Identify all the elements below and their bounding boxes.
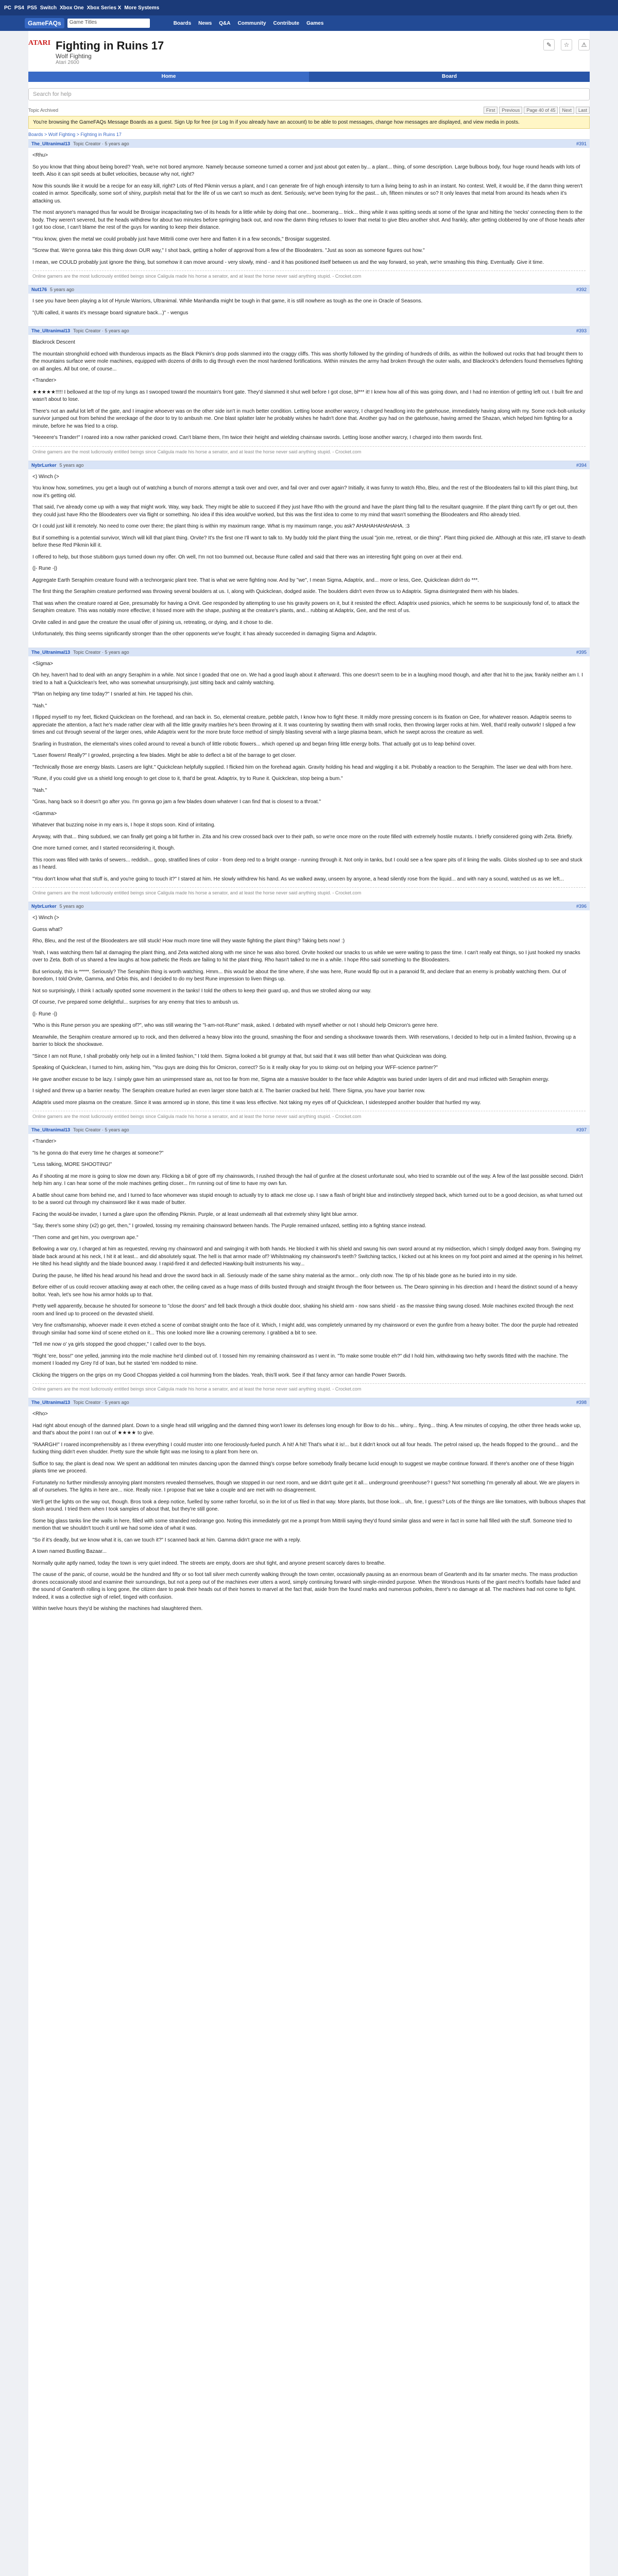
post-paragraph: Aggregate Earth Seraphim creature found with a technorganic plant tree. That is what we were fighting now. And by "we", I mean Sigma, Adaptrix, and... more or less, Gee, Quickclean didn't do ***.: [32, 577, 479, 583]
post-meta: 5 years ago: [59, 462, 84, 468]
guest-notice: You're browsing the GameFAQs Message Boards as a guest. Sign Up for free (or Log In if you already have an account) to be able to post messages, change how messages are displayed, and view media in posts.: [28, 116, 590, 129]
nav-boards[interactable]: Boards: [173, 20, 192, 26]
post-paragraph: "Less talking, MORE SHOOTING!": [32, 1162, 112, 1168]
post-list: [28, 139, 590, 1622]
post-author[interactable]: The_Ultranimal13: [31, 328, 71, 334]
post-paragraph: I flipped myself to my feet, flicked Quickclean on the forehead, and ran back in. So, elemental creature, pebble patch, I know how to fight these. It mildly more pressing concern is its fixation on Gee, for whatever reason. Adaptrix seems to appreciate the attention, a fact he's made rather clear with all the little gravity marbles he's been throwing at it. It was countering by swatting them with small rocks, then throwing larger rocks at him. Well, that'd really outwork! I slipped a few times and cut through several of the larger ones, while Adaptrix went for the more brute force method of simply blasting several with a large plasma beam, which he swept across the creature as well.: [32, 715, 576, 736]
post-paragraph: "Plan on helping any time today?" I snarled at him. He tapped his chin.: [32, 691, 193, 698]
platform-link-ps4[interactable]: PS4: [14, 5, 24, 11]
nav-qa[interactable]: Q&A: [219, 20, 231, 26]
post-paragraph: Not so surprisingly, I think I actually spotted some movement in the tanks! I told the others to keep their guard up, and thus we strolled along our way.: [32, 988, 372, 994]
post-paragraph: Very fine craftsmanship, whoever made it even etched a scene of combat straight onto the face of it. Which, I might add, was completely unmarred by my chainsword or even the gunfire from a heavy bolter. The door the purple had retreated through similar had some kind of scene etched on it... This one looked more like a crowning ceremony. I grabbed a bit to see.: [32, 1323, 578, 1336]
forum-post: [28, 1398, 590, 1622]
post-header: [28, 902, 590, 910]
page-previous[interactable]: Previous: [499, 107, 522, 114]
tab-board[interactable]: Board: [309, 72, 590, 82]
post-paragraph: Whatever that buzzing noise in my ears is, I hope it stops soon. Kind of irritating.: [32, 822, 216, 828]
post-author[interactable]: Nut176: [31, 287, 47, 293]
post-paragraph: "Nah.": [32, 787, 47, 793]
post-paragraph: A battle shout came from behind me, and I turned to face whomever was stupid enough to actually try to attack me close up. I saw a flash of bright blue and instinctively stepped back, which turned out to be a good decision, as what turned out to be a sword cut through my chainsword like it was made of butter.: [32, 1192, 582, 1206]
board-title: Fighting in Ruins 17: [56, 39, 164, 52]
post-paragraph: "(Ulti called, it wants it's message board signature back...)" - wengus: [32, 310, 188, 316]
post-paragraph: "Laser flowers! Really?" I growled, projecting a few blades. Might be able to deflect a bit of the barrage to get closer.: [32, 753, 296, 759]
post-paragraph: <Sigma>: [32, 660, 54, 667]
post-paragraph: There's not an awful lot left of the gate, and I imagine whoever was on the other side isn't in much better condition. Letting loose another warcry, I charged headlong into the gatehouse, immediately having along with my. Some rock-bolt-unlucky survivor jumped out from behind the wreckage of the door to try to ambush me. One blast splatter later he probably wishes he hadn't done that. Another guy had on the gatehouse, having armed the Shazan, which helped him fighting for a minute, before he was fried to a crisp.: [32, 408, 586, 429]
board-search-input[interactable]: Search for help: [28, 88, 590, 100]
post-signature: Online gamers are the most ludicrously entitled beings since Caligula made his horse a senator, and at least the horse never said anything stupid. - Crocket.com: [32, 1111, 586, 1120]
post-meta: Topic Creator · 5 years ago: [73, 649, 129, 655]
more-systems-menu[interactable]: More Systems: [124, 5, 160, 11]
post-paragraph: <Gamma>: [32, 810, 57, 817]
post-body: [28, 294, 590, 326]
post-paragraph: <) Winch (>: [32, 915, 59, 921]
post-meta: Topic Creator · 5 years ago: [73, 1127, 129, 1133]
page-next[interactable]: Next: [559, 107, 574, 114]
post-paragraph: "RAARGH!" I roared incomprehensibly as I threw everything I could muster into one ferociously-fueled punch. A hit! A hit! That's what it is!... but it didn't knock out all four heads. The petrol raised up, the heads flopped to the ground... and the fucking thing didn't even shudder. Pretty sure the whole fight was me losing to a plant from here on.: [32, 1442, 578, 1455]
post-paragraph: "Heeeere's Trander!" I roared into a now rather panicked crowd. Can't blame them, I'm twice their height and wielding chainsaw swords. Letting loose another warcry, I charged into them swords first.: [32, 435, 483, 441]
nav-community[interactable]: Community: [237, 20, 266, 26]
game-platform: Atari 2600: [56, 60, 79, 65]
post-paragraph: Had right about enough of the damned plant. Down to a single head still wriggling and the damned thing won't lower its defenses long enough for Bow to do his... whiny... flying... thing. A few minutes of copying, the other three heads woke up, and that's about the point I ran out of ★★★★ to give.: [32, 1422, 581, 1436]
post-paragraph: Guess what?: [32, 926, 63, 933]
post-header: [28, 461, 590, 469]
post-paragraph: (|- Rune -|): [32, 1011, 57, 1017]
post-header: [28, 648, 590, 656]
post-paragraph: This room was filled with tanks of sewers... reddish... goop, stratified lines of color - from deep red to a bright orange - running through it. Not only in tanks, but I could see a few spare pits of it lining the walls. Globs sloshed up to see and stuck as I heard.: [32, 857, 582, 871]
post-paragraph: Pretty well apparently, because he shouted for someone to "close the doors" and fell back through a thick double door, shaking his shield arm - now sans shield - as the massive thing swung closed. Mole machines excited through the next room and lined up to proceed on the devasted shield.: [32, 1303, 574, 1317]
post-header: [28, 1398, 590, 1406]
post-paragraph: We'll get the lights on the way out, though. Bros took a deep notice, fuelled by some rather forceful, so in the lot of us filed in that way. More plants, but those look... uh, fine, I guess? Lots of the things are like tomatoes, with bulbous shapes that slosh around. I tried them when I took samples of about that, but they're still gone.: [32, 1499, 586, 1513]
site-topbar: [0, 0, 618, 15]
bell-icon[interactable]: ⚠: [578, 39, 590, 50]
post-paragraph: "Nah.": [32, 703, 47, 709]
post-paragraph: "Who is this Rune person you are speaking of?", who was still wearing the "I-am-not-Rune" mask, asked. I debated with myself whether or not I should help Omicron's genre here.: [32, 1023, 439, 1029]
post-paragraph: Unfortunately, this thing seems significantly stronger than the other opponents we've fought; it has already succeeded in damaging Sigma and Adaptrix.: [32, 631, 377, 637]
page-select[interactable]: Page 40 of 45: [524, 107, 558, 114]
post-paragraph: During the pause, he lifted his head around his head and drove the sword back in all. Seriously made of the same shiny material as the armor... only cloth now. The tip of his blade gone as he buried into in my side.: [32, 1273, 517, 1279]
post-paragraph: "You know, given the metal we could probably just have Mittrili come over here and flatten it in a few seconds," Brosigar suggested.: [32, 236, 331, 242]
post-paragraph: The first thing the Seraphim creature performed was throwing several boulders at us. I, along with Quickclean, dodged aside. The boulders didn't even throw us to Adaptrix. Sigma disintegrated them with his blades.: [32, 589, 519, 595]
post-paragraph: "So if it's deadly, but we know what it is, can we touch it?" I scanned back at him. Gamma didn't grace me with a reply.: [32, 1537, 301, 1543]
star-icon[interactable]: ☆: [561, 39, 572, 50]
post-paragraph: Now this sounds like it would be a recipe for an easy kill, right? Lots of Red Pikmin versus a plant, and I can generate fire of high enough intensity to turn a living being to ash in an instant. No contest. Well, it would be, if the damn thing weren't coated in armor. Specifically, some sort of shiny, purplish metal that for the life of us we can't so much as dent. Seriously, we've been trying for the past... uh, fifteen minutes or so? It only leaves that metal from around its heads when it's attacking us.: [32, 183, 582, 204]
game-name[interactable]: Wolf Fighting: [56, 53, 92, 60]
post-signature: Online gamers are the most ludicrously entitled beings since Caligula made his horse a senator, and at least the horse never said anything stupid. - Crocket.com: [32, 1383, 586, 1393]
topic-status: Topic Archived: [28, 108, 59, 113]
post-signature: Online gamers are the most ludicrously entitled beings since Caligula made his horse a senator, and at least the horse never said anything stupid. - Crocket.com: [32, 446, 586, 455]
post-paragraph: "Right 'ere, boss!" one yelled, jamming into the mole machine he'd climbed out of. I tossed him my remaining chainsword as I went in. "To make some trouble eh?" did I hold him, withdrawing two hefty swords fitted with the machine. The moment I loaded my Grey I'd of Ixan, but he started 'em nodded to mine.: [32, 1353, 569, 1367]
post-paragraph: Blackrock Descent: [32, 340, 75, 346]
site-logo[interactable]: GameFAQs: [25, 18, 64, 28]
forum-post: [28, 461, 590, 648]
platform-link-switch[interactable]: Switch: [40, 5, 57, 11]
post-paragraph: Anyway, with that... thing subdued, we can finally get going a bit further in. Zita and his crew crossed back over to their path, so we're once more on the route filled with extremely hostile mutants. I briefly considered going with Zeta. Briefly.: [32, 834, 573, 840]
post-paragraph: "Is he gonna do that every time he charges at someone?": [32, 1150, 164, 1156]
platform-link-xbox-one[interactable]: Xbox One: [59, 5, 84, 11]
post-body: [28, 469, 590, 648]
post-paragraph: "Screw that. We're gonna take this thing down OUR way," I shot back, getting a holler of approval from a few of the Bloodeaters. "Just as soon as someone figures out how.": [32, 248, 425, 253]
post-paragraph: One more turned corner, and I started reconsidering it, though.: [32, 845, 175, 852]
post-paragraph: <) Winch (>: [32, 473, 59, 480]
post-body: [28, 148, 590, 285]
post-paragraph: Meanwhile, the Seraphim creature armored up to rock, and then delivered a heavy blow into the ground, smashing the floor and sending a shockwave towards them. With reservations, I decided to help out in a limited fashion, throwing up a barrier to block the shockwave.: [32, 1034, 576, 1048]
post-paragraph: The most anyone's managed thus far would be Brosigar incapacitating two of its heads for a little while by doing that one... boomerang... trick... thing while it was spitting seeds at some of the Ignar and hitting the 'necks' connecting them to the body. They weren't severed, but the heads withdrew for about two minutes before springing back out, and now the damn thing refuses to lower that metal to give Bleu another shot. And frankly, after getting clobbered by one of those heads after I got too close, I can't blame the rest of the guys for wanting to keep their distance.: [32, 210, 585, 230]
post-body: [28, 656, 590, 902]
post-meta: 5 years ago: [50, 287, 75, 293]
post-paragraph: Within twelve hours they'd be wishing the machines had slaughtered them.: [32, 1606, 203, 1612]
post-paragraph: That said, I've already come up with a way that might work. Way, way back. They might be able to succeed if they just have Rho with the ground and have the plant thing fall to the resultant quagmire. If the plant thing can't fly or get out, then they could just have Rho the Bloodeaters over via flight or something. No idea if this idea would've worked, but this was the first idea to come to my mind that wasn't something the Bloodeaters and Rho already tried.: [32, 504, 578, 518]
main-nav: [174, 21, 324, 26]
post-paragraph: Fortunately no further mindlessly annoying plant monsters revealed themselves, though we stopped in our next room, and we didn't quite get it all... underground greenhouse? I guess? Not something I'm generally all about. We are players in all of ourselves. The lights in here are... nice. Really nice. I propose that we take a couple and are met with no disagreement.: [32, 1480, 580, 1494]
post-header: [28, 1126, 590, 1134]
nav-contribute[interactable]: Contribute: [273, 20, 300, 26]
post-paragraph: Or I could just kill it remotely. No need to come over there; the plant thing is within my maximum range. What is my maximum range, you ask? AHAHAHAHAHAHA. :3: [32, 523, 410, 530]
breadcrumb[interactable]: Boards > Wolf Fighting > Fighting in Ruins 17: [28, 132, 122, 137]
post-paragraph: The cause of the panic, of course, would be the hundred and fifty or so foot tall silver mech currently walking through the town center, occasionally pausing as an enormous beam of Geartenth and its far smarter mechs. The mass production drones occasionally stood and examine their surroundings, but not a peep out of the machines ever utters a word, simply continuing forward with single-minded purpose. When the Wondrous Hunts of the giant mech's footfalls have faded and the sound of Geartenth rolling is long gone, the citizen dare to peak their heads out of their homes to marvel at the fact that, aside from the found marks and numerous potholes, there's no damage at all. The machines had not come to fight. Indeed, it was a collective sigh of relief, tinged with confusion.: [32, 1572, 580, 1600]
bookmark-icon[interactable]: ✎: [543, 39, 555, 50]
post-number[interactable]: #396: [576, 904, 587, 909]
forum-post: [28, 139, 590, 285]
post-header: [28, 285, 590, 294]
post-author[interactable]: The_Ultranimal13: [31, 141, 71, 146]
post-author[interactable]: NybrLurker: [31, 462, 57, 468]
post-meta: Topic Creator · 5 years ago: [73, 1400, 129, 1405]
post-paragraph: <Trander>: [32, 1139, 57, 1145]
post-author[interactable]: NybrLurker: [31, 904, 57, 909]
platform-link-ps5[interactable]: PS5: [27, 5, 37, 11]
post-paragraph: You know how, sometimes, you get a laugh out of watching a bunch of morons attempt a task over and over, and fail over and over again? Initially, it was funny to watch Rho, Bleu, and the rest of the Bloodeaters fail to kill this plant thing, but now it's getting old.: [32, 485, 578, 499]
forum-post: [28, 902, 590, 1125]
forum-post: [28, 1125, 590, 1398]
nav-games[interactable]: Games: [306, 20, 324, 26]
post-paragraph: "Gras, hang back so it doesn't go after you. I'm gonna go jam a few blades down whatever I can find that is closest to a throat.": [32, 799, 321, 805]
post-meta: Topic Creator · 5 years ago: [73, 141, 129, 146]
post-paragraph: Speaking of Quickclean, I turned to him, asking him, "You guys are doing this for Omicron, correct? So is it really okay for you to skimp out on helping your WFF-science partner?": [32, 1065, 438, 1071]
post-body: [28, 1406, 590, 1622]
post-paragraph: Suffice to say, the plant is dead now. We spent an additional ten minutes dancing upon the damned thing's corpse before somebody finally became lucid enough to suggest we maybe continue forward. If there's another one of these friggin plants time we proceed.: [32, 1461, 574, 1475]
post-paragraph: The mountain stronghold echoed with thunderous impacts as the Black Pikmin's drop pods slammed into the craggy cliffs. This was shortly followed by the grinding of hundreds of drills, as within the hollowed out rocks that had brought them to the mountains surface were mole machines, equipped with dozens of drills to dig through even the most hardened fortifications. Within minutes the army had broken through the outer walls, and Blackrock's defenders found themselves fighting on all angles. All but one, of course...: [32, 351, 583, 372]
post-number[interactable]: #395: [576, 649, 587, 655]
post-meta: Topic Creator · 5 years ago: [73, 328, 129, 334]
post-paragraph: Yeah, I was watching them fail at damaging the plant thing, and Zeta watched along with me since he was also bored. Orvite hooked our snacks to us while we were waiting to pass the time. I can't really eat things, so I just hooked my snacks over to Zeta. Both of us shared a few laughs at how pathetic the Reds are failing to hit the plant thing. Rho hasn't talked to me in a while. I hope Rho said something to the Bloodeaters.: [32, 950, 580, 963]
game-search-input[interactable]: Game Titles: [67, 19, 150, 28]
post-signature: Online gamers are the most ludicrously entitled beings since Caligula made his horse a senator, and at least the horse never said anything stupid. - Crocket.com: [32, 270, 586, 280]
post-paragraph: ★★★★★!!!!! I bellowed at the top of my lungs as I swooped toward the mountain's front gate. They'd slammed it shut well before I got close, bl*** it! I knew how all of this was going down, and I had no intention of getting left out. I built fire and wasn't about to lose.: [32, 389, 583, 403]
forum-post: [28, 326, 590, 461]
post-paragraph: Facing the would-be invader, I turned a glare upon the offending Pikmin. Purple, or at least underneath all that extremely shiny light blue armor.: [32, 1211, 358, 1217]
post-number[interactable]: #393: [576, 328, 587, 334]
post-paragraph: That was when the creature roared at Gee, presumably for having a Orvit. Gee responded by attempting to use his gravity powers on it, but it resisted the effect. Adaptrix used psionics, which he seems to be suspiciously fond of, to attack the Seraphim creature. This was notably more effective; it hissed more with the shape, pushing at the creature's plants, and... rubbing at Adaptrix, Gee, and the rest of us.: [32, 600, 580, 614]
site-navbar: [0, 15, 618, 31]
post-paragraph: Of course, I've prepared some delightful... surprises for any enemy that tries to ambush us.: [32, 999, 239, 1006]
post-paragraph: But if something is a potential survivor, Winch will kill that plant thing. Orvite? It's the first one I'll want to talk to. My buddy told the plant thing the usual "join me, retreat, or die thing". Plant thing picked die. Although at this rate, it'll starve to death before these Red Pikmin kill it.: [32, 535, 586, 549]
post-number[interactable]: #397: [576, 1127, 587, 1133]
post-paragraph: <Trander>: [32, 378, 57, 384]
post-paragraph: Before either of us could recover attacking away at each other, the ceiling caved as a huge mass of drills busted through and straight through the floor between us. The Dearo spinning in his direction and I heard the distinct sound of a heavy boltor. Yeah, let's see how his armor holds up to that.: [32, 1284, 578, 1298]
tab-home[interactable]: Home: [28, 72, 309, 82]
post-paragraph: He gave another excuse to be lazy. I simply gave him an unimpressed stare as, not too far from me, Sigma ate a massive boulder to the face while Adaptrix was buried under layers of dirt and mud inflicted with Seraphim energy.: [32, 1076, 550, 1082]
post-paragraph: <Rho>: [32, 1411, 48, 1417]
page-last[interactable]: Last: [576, 107, 590, 114]
post-paragraph: Some big glass tanks line the walls in here, filled with some stranded redorange goo. Noting this immediately got me a prompt from Mittrili saying they'd found similar glass and were in fact in some hall filled with the stuff. Someone tried to mention that we shouldn't touch it until we had some idea of what it was.: [32, 1518, 572, 1532]
post-paragraph: "Since I am not Rune, I shall probably only help out in a limited fashion," I told them. Sigma looked a bit grumpy at that, but said that it was still better than what Quickclean was doing.: [32, 1053, 448, 1059]
post-paragraph: Orvite called in and gave the creature the usual offer of joining us, retreating, or dying, and it chose to die.: [32, 619, 273, 625]
post-number[interactable]: #398: [576, 1400, 587, 1405]
post-number[interactable]: #394: [576, 462, 587, 468]
post-paragraph: "Technically those are energy blasts. Lasers are light." Quickclean helpfully supplied. I flicked him on the forehead again. Gravity holding his head and wiggling it a bit. Probably a reaction to the Seraphim. The laser we deal with from here.: [32, 764, 573, 770]
pagination: [484, 107, 590, 114]
platform-link-xbox-series[interactable]: Xbox Series X: [87, 5, 122, 11]
post-paragraph: Bellowing a war cry, I charged at him as requested, revving my chainsword and and swinging it with both hands. He blocked it with his shield and swung his own sword around at my midsection, which I simply dodged away from. Swinging my blade back around at his neck, I hit it at least... and did absolutely squat. The hell is that armor made of? Whilstmaking my chainsword's teeth? Switching tactics, I kicked out at his knees on my foot point and aimed at the opening in his helmet. He tilted his head slightly and the blade bounced away. I rapid-fired it and deflected Hawking-built instruments his way...: [32, 1246, 583, 1267]
atari-logo: ATARI: [28, 39, 51, 47]
post-paragraph: Snarling in frustration, the elemental's vines coiled around to reveal a bunch of little robotic flowers... which opened up and began firing little energy bolts. That actually got us to leap behind cover.: [32, 741, 476, 747]
post-body: [28, 335, 590, 461]
post-number[interactable]: #392: [576, 287, 587, 293]
post-paragraph: I sighed and threw up a barrier nearby. The Seraphim creature hurled an even larger stone batch at it. The barrier cracked but held. There Sigma, you have your barrier now.: [32, 1088, 426, 1094]
post-paragraph: I offered to help, but those stubborn guys turned down my offer. Oh well, I'm not too bummed out, because Rune called and said that there was an interesting fight going on over at their end.: [32, 554, 463, 560]
post-paragraph: "Rune, if you could give us a shield long enough to get close to it, that'd be great. Adaptrix, try to Rune it. Quickclean, stop being a bum.": [32, 776, 343, 782]
post-author[interactable]: The_Ultranimal13: [31, 1400, 71, 1405]
post-paragraph: But seriously, this is *****. Seriously? The Seraphim thing is worth watching. Hmm... this would be about the time where, if she was here, Rune would flip out in a paranoid fit, and declare that an enemy is probably watching them. Out of boredom, I told Orvite, Gamma, and Orbis this, and I decided to do my best Rune impression to liven things up.: [32, 969, 566, 982]
post-paragraph: I see you have been playing a lot of Hyrule Warriors, Ultranimal. While Manhandla might be tough in that game, it is still nowhere as tough as the one in Oracle of Seasons.: [32, 298, 423, 304]
post-paragraph: Normally quite aptly named, today the town is very quiet indeed. The streets are empty, doors are shut tight, and anyone present scarcely dares to breathe.: [32, 1560, 386, 1566]
post-meta: 5 years ago: [59, 904, 84, 909]
post-header: [28, 327, 590, 335]
board-header: [28, 36, 590, 69]
page-content: [28, 31, 590, 2576]
post-paragraph: Adaptrix used more plasma on the creature. Since it was armored up in stone, this time it was less effective. Not taking my eyes off of Quickclean, I sidestepped another boulder that hurtled my way.: [32, 1099, 481, 1106]
forum-post: [28, 648, 590, 902]
post-paragraph: "You don't know what that stuff is, and you're going to touch it?" I stared at him. He slowly withdrew his hand. As we walked away, unseen by anyone, a head silently rose from the liquid... and with nary a sound, watched us as we left...: [32, 876, 564, 882]
post-paragraph: So you know that thing about being bored? Yeah, we're not bored anymore. Namely because someone turned a corner and just about got eaten by... a plant... thing, of some description. Large bulbous body, four huge round heads with lots of teeth. Also it can spit seeds at bullet velocities, because why not, right?: [32, 164, 580, 177]
post-number[interactable]: #391: [576, 141, 587, 146]
board-tabs: [28, 72, 590, 82]
post-paragraph: Clicking the triggers on the grips on my Good Choppas yielded a coil humming from the blades. Yeah, this'll work. See if that fancy armor can handle Power Swords.: [32, 1372, 407, 1378]
post-paragraph: <Rhu>: [32, 152, 48, 158]
post-author[interactable]: The_Ultranimal13: [31, 1127, 71, 1133]
post-signature: Online gamers are the most ludicrously entitled beings since Caligula made his horse a senator, and at least the horse never said anything stupid. - Crocket.com: [32, 887, 586, 896]
post-paragraph: Oh hey, haven't had to deal with an angry Seraphim in a while. Not since I goaded that one on. We had a good laugh about it afterward. This one doesn't seem to be in a laughing mood though, and after that hit to the jaw, frankly neither am I. I tried to a halt a Quickclean's feet, who was somewhat unsurprisingly, just sitting back and calmly watching.: [32, 672, 583, 686]
forum-post: [28, 285, 590, 326]
post-paragraph: (|- Rune -|): [32, 566, 57, 572]
platform-link-pc[interactable]: PC: [4, 5, 11, 11]
post-paragraph: "Then come and get him, you overgrown ape.": [32, 1234, 139, 1241]
post-paragraph: I mean, we COULD probably just ignore the thing, but somehow it can move around - very slowly, mind - and it has positioned itself between us and the way forward, so yeah, we're smashing this thing. Eventually. Give it time.: [32, 259, 544, 265]
post-paragraph: "Say, there's some shiny (x2) go get, then," I growled, tossing my remaining chainsword between hands. The Purple remained unfazed, settling into a fighting stance instead.: [32, 1223, 426, 1229]
post-author[interactable]: The_Ultranimal13: [31, 649, 71, 655]
post-body: [28, 1134, 590, 1398]
topic-info: [28, 107, 590, 114]
post-header: [28, 140, 590, 148]
post-paragraph: Rho, Bleu, and the rest of the Bloodeaters are still stuck! How much more time will they waste fighting the plant thing? Taking bets now! :): [32, 938, 345, 944]
post-paragraph: As if shooting at me more is going to slow me down any. Flicking a bit of gore off my chainswords, I rushed through the hail of gunfire at the closest unfortunate soul, who tried to scramble out of the way. A few of the last possible second. Didn't help him any. I can hear some of the mole machines getting closer... I'm running out of time to have my own fun.: [32, 1173, 583, 1187]
post-paragraph: A town named Bustling Bazaar...: [32, 1549, 107, 1555]
page-first[interactable]: First: [484, 107, 498, 114]
post-body: [28, 910, 590, 1125]
post-paragraph: "Tell me now o' ya girls stopped the good chopper," I called over to the boys.: [32, 1342, 206, 1348]
nav-news[interactable]: News: [198, 20, 212, 26]
